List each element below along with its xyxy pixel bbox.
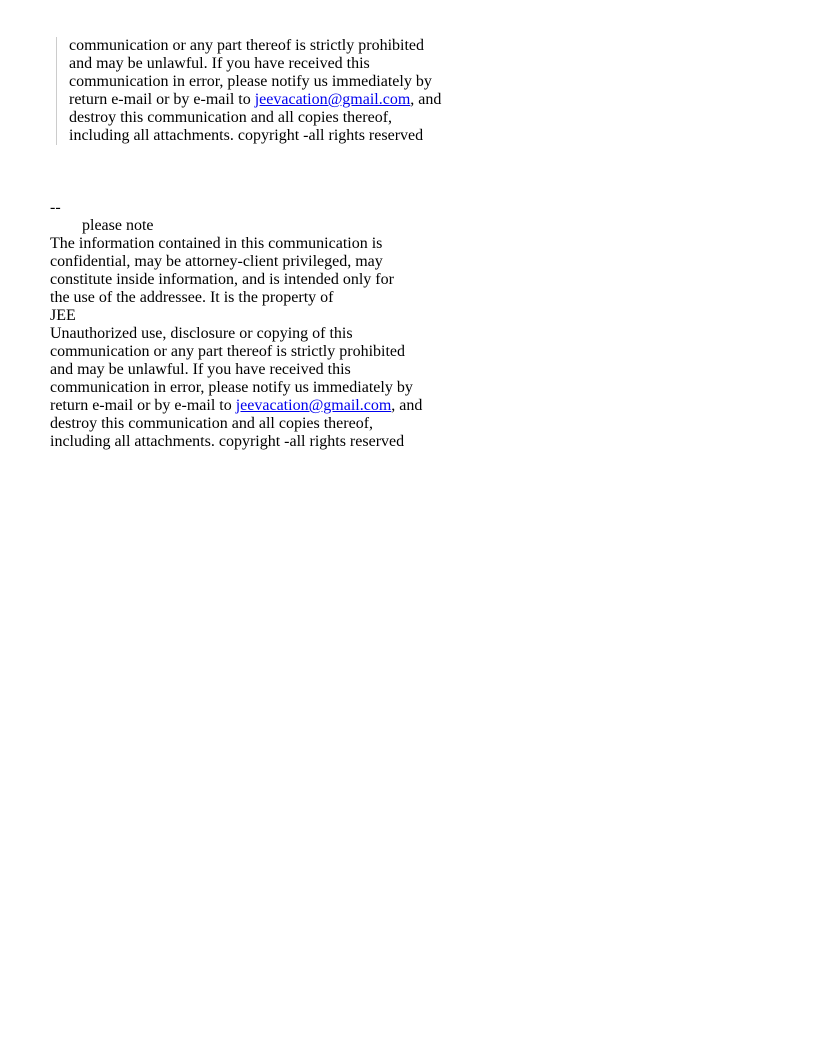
signature-line-10-text: return e-mail or by e-mail to xyxy=(50,397,236,414)
signature-disclaimer-block xyxy=(50,199,470,451)
signature-line-12: including all attachments. copyright -all rights reserved xyxy=(50,433,405,450)
quoted-line-4-tail: , and xyxy=(410,91,442,108)
quoted-disclaimer-block xyxy=(56,37,489,145)
signature-line-10 xyxy=(50,397,470,415)
quoted-email-link[interactable]: jeevacation@gmail.com xyxy=(254,91,411,108)
quoted-line-1: communication or any part thereof is strictly prohibited xyxy=(69,37,425,54)
signature-line-4: the use of the addressee. It is the property of xyxy=(50,289,334,306)
signature-line-10-tail: , and xyxy=(391,397,423,414)
signature-line-3: constitute inside information, and is intended only for xyxy=(50,271,394,288)
quoted-line-6: including all attachments. copyright -all rights reserved xyxy=(69,127,424,144)
quoted-line-3: communication in error, please notify us immediately by xyxy=(69,73,432,90)
signature-line-11: destroy this communication and all copies thereof, xyxy=(50,415,374,432)
signature-email-link[interactable]: jeevacation@gmail.com xyxy=(235,397,392,414)
quoted-line-4 xyxy=(69,91,489,109)
quoted-line-2: and may be unlawful. If you have received this xyxy=(69,55,370,72)
signature-line-8: and may be unlawful. If you have received this xyxy=(50,361,351,378)
signature-line-7: communication or any part thereof is strictly prohibited xyxy=(50,343,406,360)
signature-line-6: Unauthorized use, disclosure or copying of this xyxy=(50,325,353,342)
signature-note: please note xyxy=(82,217,154,234)
signature-line-2: confidential, may be attorney-client privileged, may xyxy=(50,253,383,270)
quoted-line-5: destroy this communication and all copies thereof, xyxy=(69,109,393,126)
signature-line-5: JEE xyxy=(50,307,76,324)
signature-line-1: The information contained in this communication is xyxy=(50,235,383,252)
signature-separator: -- xyxy=(50,199,61,216)
quoted-line-4-text: return e-mail or by e-mail to xyxy=(69,91,255,108)
signature-line-9: communication in error, please notify us immediately by xyxy=(50,379,413,396)
